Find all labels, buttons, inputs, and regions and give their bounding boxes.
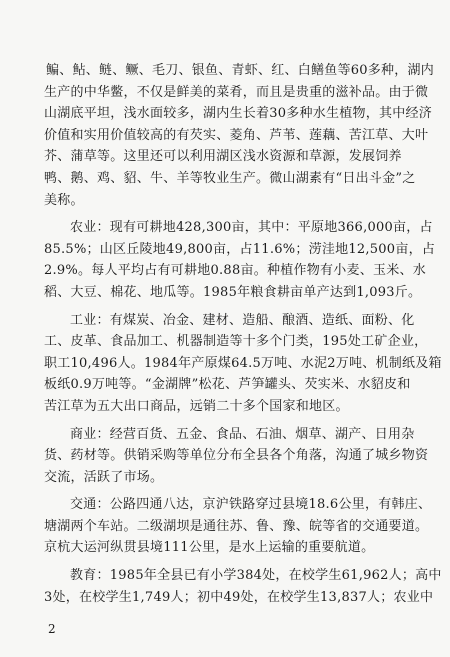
text-line: 稻、大豆、棉花、地瓜等。1985年粮食耕亩单产达到1,093斤。: [44, 284, 422, 300]
paragraph-transport: 交通：公路四通八达，京沪铁路穿过县境18.6公里，有韩庄、: [70, 497, 432, 513]
text-line: 苦江草为五大出口商品，远销二十多个国家和地区。: [44, 398, 349, 414]
text-line: 美称。: [44, 192, 84, 208]
text-line: 生产的中华鳖，不仅是鲜美的菜肴，而且是贵重的滋补品。由于微: [44, 84, 429, 100]
text-line: 山湖底平坦，浅水面较多，湖内生长着30多种水生植物，其中经济: [44, 106, 433, 122]
paragraph-commerce: 商业：经营百货、五金、食品、石油、烟草、湖产、日用杂: [70, 426, 415, 442]
text-line: 塘湖两个车站。二级湖坝是通往苏、鲁、豫、皖等省的交通要道。: [44, 518, 429, 534]
text-line: 85.5%；山区丘陵地49,800亩，占11.6%；涝洼地12,500亩，占: [44, 241, 436, 257]
paragraph-agriculture: 农业：现有可耕地428,300亩，其中：平原地366,000亩，占: [70, 220, 433, 236]
paragraph-education: 教育：1985年全县已有小学384处，在校学生61,962人；高中: [70, 568, 442, 584]
body-text: [44, 60, 442, 608]
text-line: 鸭、鹅、鸡、貂、牛、羊等牧业生产。微山湖素有“日出斗金”之: [44, 170, 416, 186]
text-line: 工、皮革、食品加工、机器制造等十多个门类，195处工矿企业，: [44, 334, 428, 350]
text-line: 职工10,496人。1984年产原煤64.5万吨、水泥2万吨、机制纸及箱: [44, 355, 442, 371]
text-line: 芥、蒲草等。这里还可以利用湖区浅水资源和草源，发展饲养: [44, 149, 402, 165]
text-line: 货、药材等。供销采购等单位分布全县各个角落，沟通了城乡物资: [44, 448, 429, 464]
text-line: 京杭大运河纵贯县境111公里，是水上运输的重要航道。: [44, 540, 375, 556]
text-line: 价值和实用价值较高的有芡实、菱角、芦苇、莲藕、苦江草、大叶: [44, 127, 429, 143]
text-line: 2.9%。每人平均占有可耕地0.88亩。种植作物有小麦、玉米、水: [44, 263, 426, 279]
text-line: 3处，在校学生1,749人；初中49处，在校学生13,837人；农业中: [44, 589, 434, 605]
text-line: 鳊、鲇、鲢、鳜、毛刀、银鱼、青虾、红、白鳝鱼等60多种，湖内: [46, 63, 435, 78]
text-line: 交流，活跃了市场。: [44, 469, 164, 485]
page-number: 2: [48, 622, 56, 636]
text-line: 板纸0.9万吨等。“金湖牌”松花、芦笋罐头、芡实米、水貂皮和: [44, 377, 411, 393]
paragraph-industry: 工业：有煤炭、冶金、建材、造船、酿酒、造纸、面粉、化: [70, 312, 415, 328]
